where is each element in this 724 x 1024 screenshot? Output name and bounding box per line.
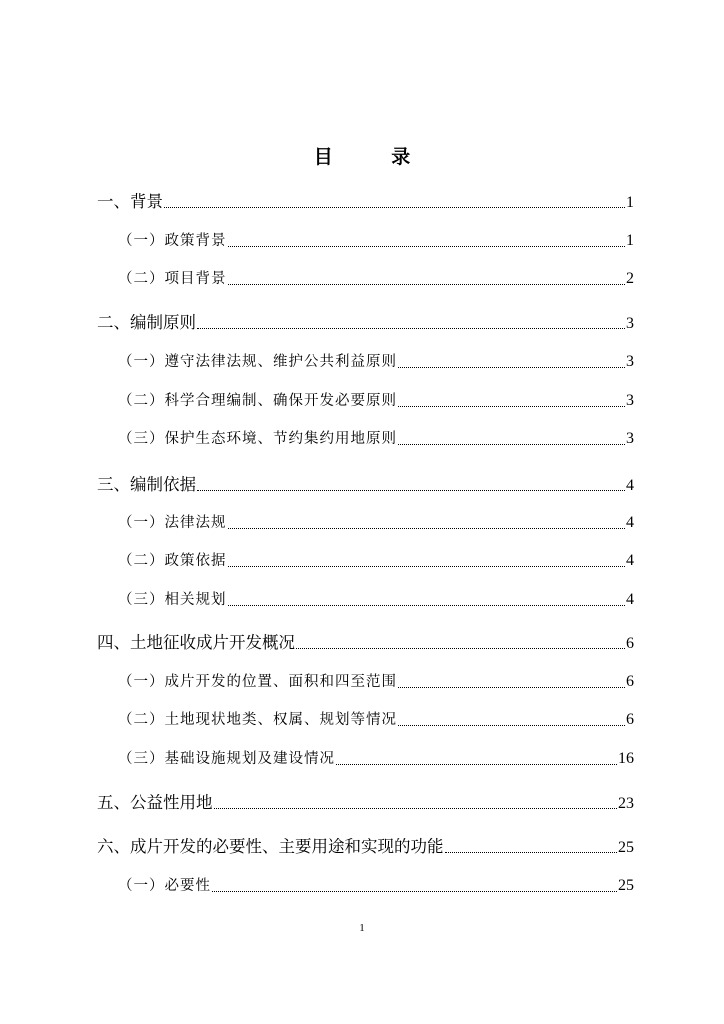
dot-leader [398,406,625,407]
toc-entry-title: （一）遵守法律法规、维护公共利益原则 [118,354,397,370]
page-title: 目 录 [313,146,437,168]
toc-entry-title: （二）土地现状地类、权属、规划等情况 [118,712,397,728]
dot-leader [296,648,625,649]
footer-page-number: 1 [359,922,365,934]
toc-entry-page-number: 4 [626,591,634,608]
toc-entry-section[interactable] [118,510,634,536]
toc-entry-page-number: 3 [626,353,634,370]
toc-entry-page-number: 4 [626,552,634,569]
toc-entry-chapter[interactable] [97,189,634,215]
toc-entry-title: 六、成片开发的必要性、主要用途和实现的功能 [97,837,444,856]
toc-entry-section[interactable] [118,873,634,899]
toc-entry-page-number: 1 [626,194,634,211]
dot-leader [445,852,618,853]
toc-entry-chapter[interactable] [97,630,634,656]
toc-entry-chapter[interactable] [97,310,634,336]
toc-entry-page-number: 6 [626,635,634,652]
dot-leader [214,808,618,809]
toc-entry-title: 四、土地征收成片开发概况 [97,633,295,652]
dot-leader [228,246,626,247]
dot-leader [228,605,626,606]
toc-entry-page-number: 1 [626,232,634,249]
toc-entry-title: （二）科学合理编制、确保开发必要原则 [118,393,397,409]
toc-entry-section[interactable] [118,266,634,292]
toc-entry-page-number: 2 [626,270,634,287]
toc-entry-page-number: 3 [626,392,634,409]
dot-leader [228,528,626,529]
dot-leader [228,566,626,567]
toc-entry-title: （一）政策背景 [118,233,227,249]
toc-entry-chapter[interactable] [97,472,634,498]
toc-entry-title: 二、编制原则 [97,313,196,332]
toc-entry-page-number: 23 [618,795,634,812]
toc-entry-title: （三）相关规划 [118,592,227,608]
dot-leader [197,328,625,329]
toc-entry-section[interactable] [118,746,634,772]
toc-entry-page-number: 3 [626,430,634,447]
dot-leader [398,725,625,726]
toc-entry-page-number: 25 [618,877,634,894]
toc-entry-title: 三、编制依据 [97,475,196,494]
toc-entry-title: （一）法律法规 [118,515,227,531]
toc-entry-page-number: 3 [626,315,634,332]
toc-entry-section[interactable] [118,707,634,733]
toc-entry-title: （二）政策依据 [118,553,227,569]
toc-entry-section[interactable] [118,426,634,452]
toc-entry-section[interactable] [118,669,634,695]
dot-leader [398,687,625,688]
toc-entry-page-number: 6 [626,673,634,690]
dot-leader [228,284,626,285]
dot-leader [336,764,617,765]
toc-entry-section[interactable] [118,228,634,254]
toc-entry-section[interactable] [118,548,634,574]
toc-entry-page-number: 25 [618,839,634,856]
toc-entry-title: （三）保护生态环境、节约集约用地原则 [118,431,397,447]
toc-entry-section[interactable] [118,587,634,613]
toc-entry-title: 一、背景 [97,192,163,211]
toc-entry-title: 五、公益性用地 [97,793,213,812]
toc-entry-title: （二）项目背景 [118,271,227,287]
toc-entry-page-number: 4 [626,514,634,531]
toc-entry-title: （三）基础设施规划及建设情况 [118,751,335,767]
dot-leader [164,207,625,208]
toc-entry-chapter[interactable] [97,790,634,816]
dot-leader [212,891,617,892]
toc-entry-chapter[interactable] [97,834,634,860]
dot-leader [197,490,625,491]
toc-entry-section[interactable] [118,388,634,414]
dot-leader [398,367,625,368]
toc-entry-page-number: 16 [618,750,634,767]
toc-entry-title: （一）成片开发的位置、面积和四至范围 [118,674,397,690]
dot-leader [398,444,625,445]
toc-entry-page-number: 6 [626,711,634,728]
toc-entry-title: （一）必要性 [118,878,211,894]
toc-entry-page-number: 4 [626,477,634,494]
toc-entry-section[interactable] [118,349,634,375]
